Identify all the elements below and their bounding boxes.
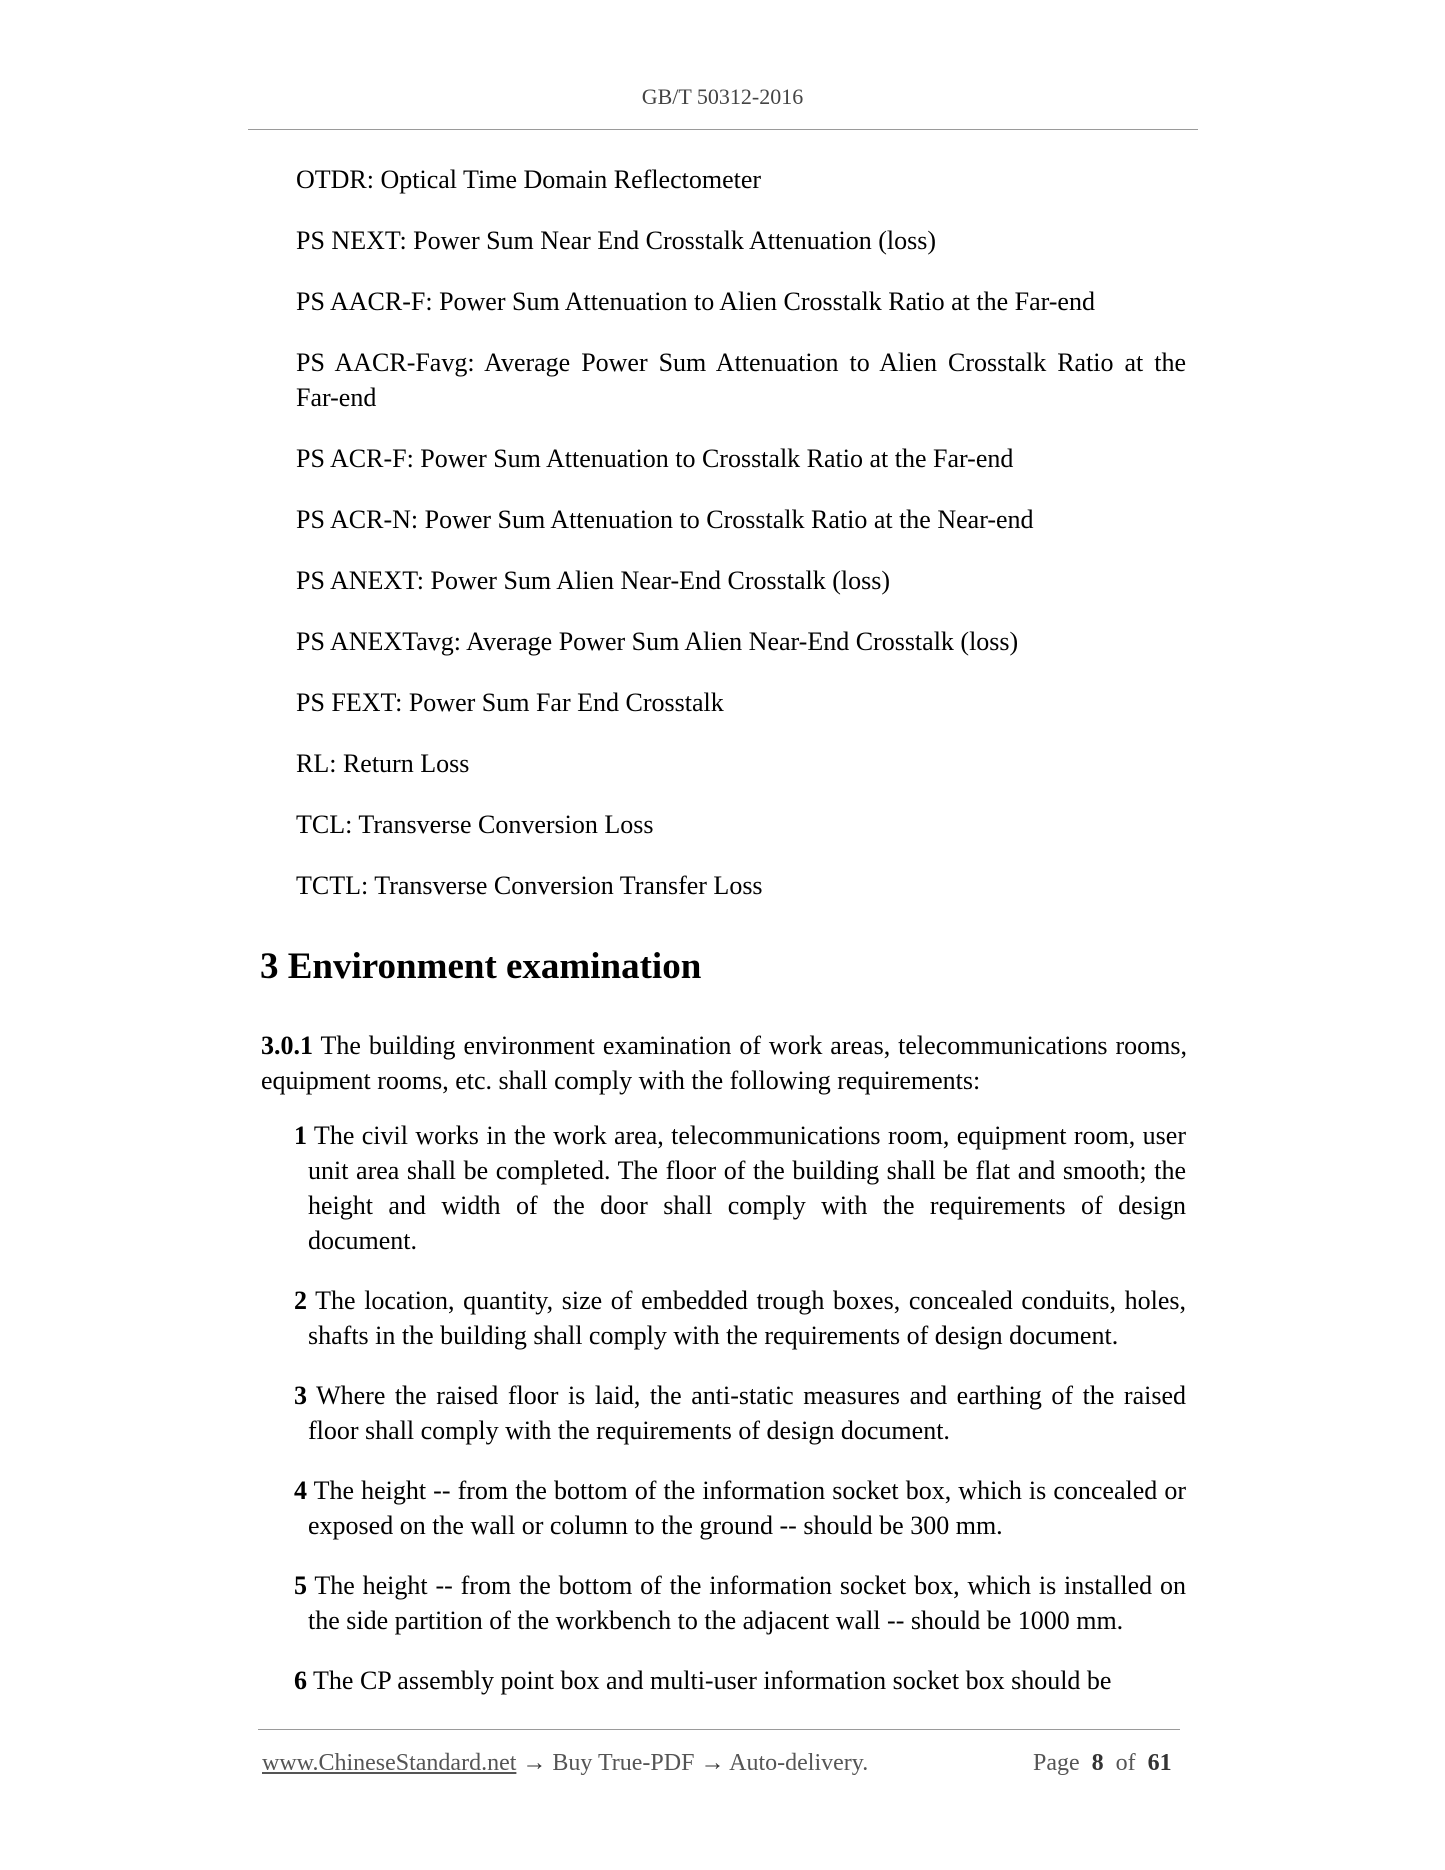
requirement-item (294, 1118, 1186, 1258)
item-number: 4 (294, 1476, 307, 1505)
item-text: The CP assembly point box and multi-user information socket box should be (307, 1666, 1112, 1695)
section-heading: 3 Environment examination (260, 946, 702, 987)
clause-paragraph (261, 1028, 1187, 1098)
footer-promo (262, 1750, 868, 1777)
requirement-item (294, 1473, 1186, 1543)
total-pages-number: 61 (1147, 1750, 1172, 1776)
page-indicator (1033, 1750, 1172, 1777)
current-page-number: 8 (1091, 1750, 1104, 1776)
abbreviation-entry: PS AACR-Favg: Average Power Sum Attenuation to Alien Crosstalk Ratio at the Far-end (296, 348, 1186, 412)
item-text: The height -- from the bottom of the information socket box, which is installed on the side partition of the workbench to the adjacent wall -- should be 1000 mm. (307, 1571, 1186, 1635)
buy-pdf-text: Buy True-PDF (552, 1750, 695, 1776)
requirement-item (294, 1663, 1186, 1698)
abbreviation-entry: PS ACR-F: Power Sum Attenuation to Crosstalk Ratio at the Far-end (296, 444, 1014, 473)
item-number: 1 (294, 1121, 307, 1150)
page-label: Page (1033, 1750, 1080, 1776)
clause-number: 3.0.1 (261, 1031, 313, 1060)
abbreviation-entry: PS ANEXTavg: Average Power Sum Alien Near-End Crosstalk (loss) (296, 627, 1019, 656)
item-text: The height -- from the bottom of the information socket box, which is concealed or exposed on the wall or column to the ground -- should be 300 mm. (307, 1476, 1186, 1540)
abbreviation-entry: PS AACR-F: Power Sum Attenuation to Alien Crosstalk Ratio at the Far-end (296, 287, 1095, 316)
arrow-right-icon: → (700, 1750, 725, 1776)
requirement-item (294, 1568, 1186, 1638)
of-label: of (1115, 1750, 1136, 1776)
abbreviation-entry: PS ACR-N: Power Sum Attenuation to Crosstalk Ratio at the Near-end (296, 505, 1034, 534)
running-header: GB/T 50312-2016 (641, 84, 804, 109)
item-number: 5 (294, 1571, 307, 1600)
abbreviation-entry: PS ANEXT: Power Sum Alien Near-End Crosstalk (loss) (296, 566, 890, 595)
abbreviation-entry: TCTL: Transverse Conversion Transfer Loss (296, 871, 763, 900)
item-text: The civil works in the work area, telecommunications room, equipment room, user unit area shall be completed. The floor of the building shall be flat and smooth; the height and width of the door shall comply with the requirements of design document. (307, 1121, 1186, 1255)
clause-text: The building environment examination of work areas, telecommunications rooms, equipment rooms, etc. shall comply with the following requirements: (261, 1031, 1187, 1095)
item-text: Where the raised floor is laid, the anti-static measures and earthing of the raised floor shall comply with the requirements of design document. (307, 1381, 1186, 1445)
arrow-right-icon: → (522, 1750, 547, 1776)
abbreviation-entry: OTDR: Optical Time Domain Reflectometer (296, 165, 762, 194)
abbreviation-entry: RL: Return Loss (296, 749, 470, 778)
footer-divider (258, 1729, 1180, 1730)
requirement-item (294, 1378, 1186, 1448)
item-number: 3 (294, 1381, 307, 1410)
abbreviation-entry: TCL: Transverse Conversion Loss (296, 810, 654, 839)
item-number: 6 (294, 1666, 307, 1695)
header-divider (248, 129, 1198, 130)
abbreviation-entry: PS NEXT: Power Sum Near End Crosstalk Attenuation (loss) (296, 226, 936, 255)
website-link[interactable]: www.ChineseStandard.net (262, 1750, 517, 1776)
item-number: 2 (294, 1286, 307, 1315)
auto-delivery-text: Auto-delivery. (729, 1750, 869, 1776)
abbreviation-entry: PS FEXT: Power Sum Far End Crosstalk (296, 688, 724, 717)
requirement-item (294, 1283, 1186, 1353)
item-text: The location, quantity, size of embedded trough boxes, concealed conduits, holes, shafts in the building shall comply with the requirements of design document. (307, 1286, 1186, 1350)
